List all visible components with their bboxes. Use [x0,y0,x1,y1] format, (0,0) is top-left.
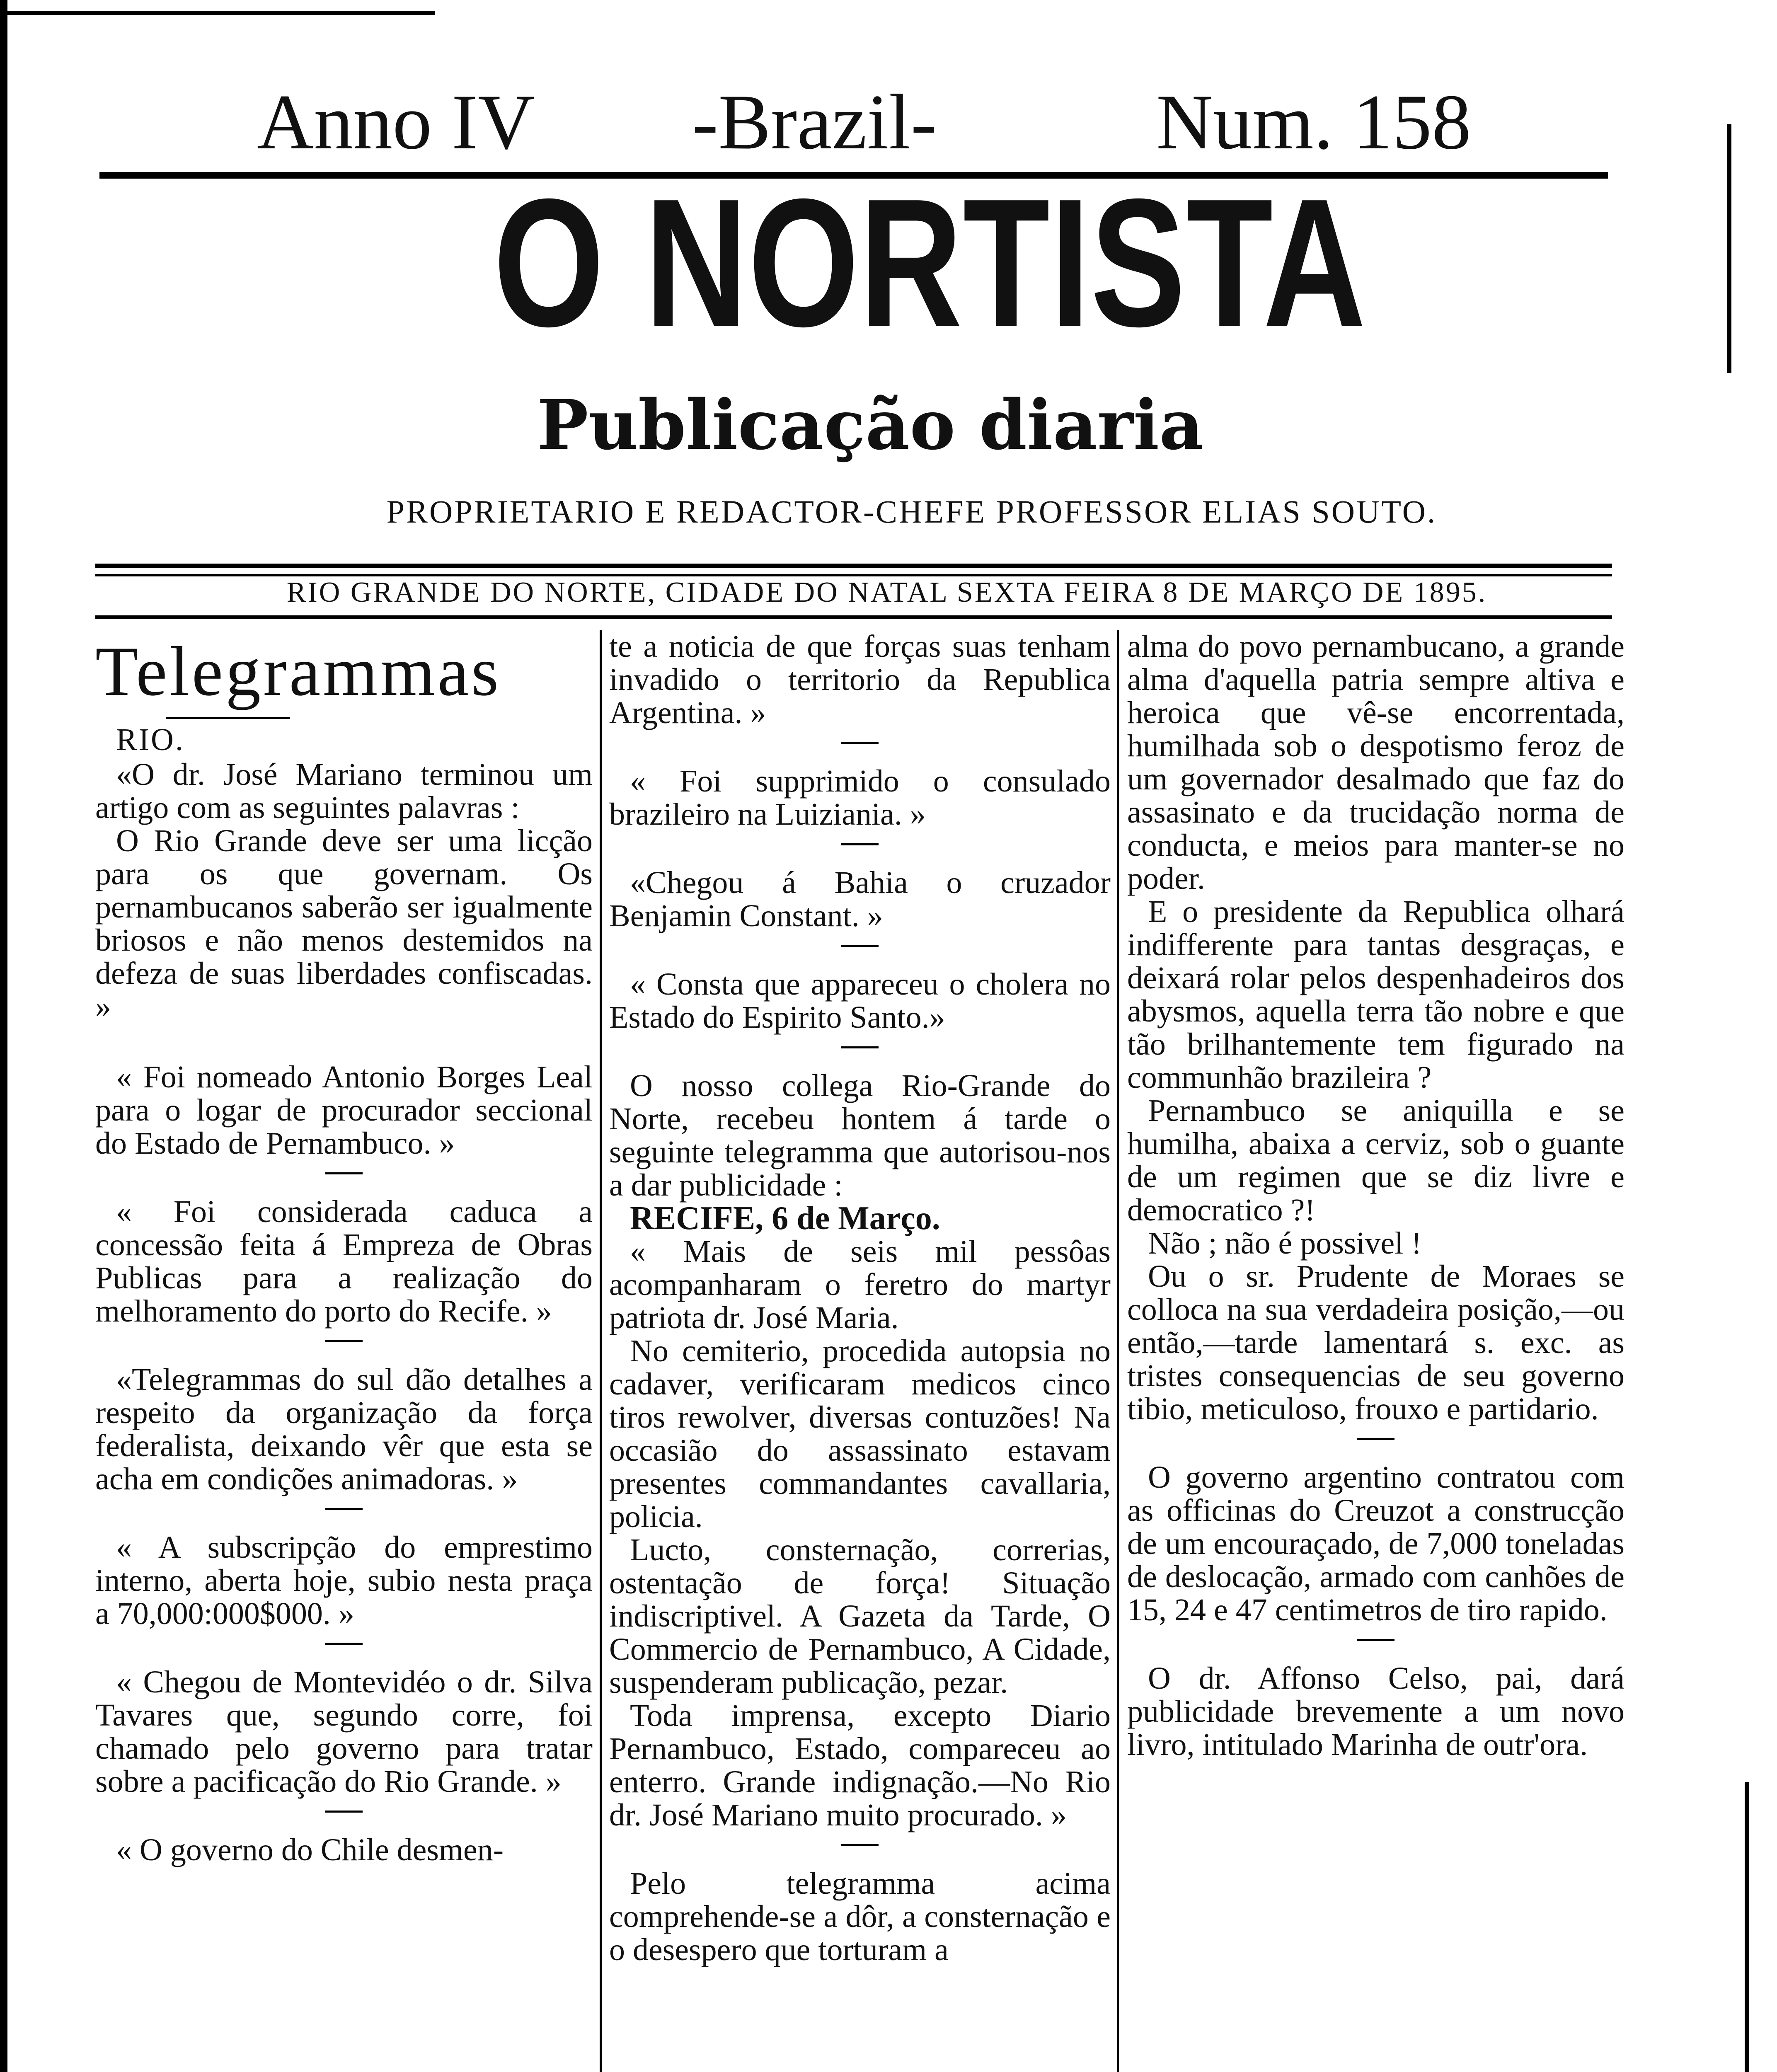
paragraph: Ou o sr. Prudente de Moraes se colloca na sua verdadeira posição,—ou então,—tarde lamentará s. exc. as tristes consequencias de seu governo tibio, meticuloso, frouxo e partidario. [1127,1259,1624,1426]
paragraph: « Mais de seis mil pessôas acompanharam o feretro do martyr patriota dr. José Maria. [609,1234,1111,1335]
paragraph: Toda imprensa, excepto Diario Pernambuco, Estado, compareceu ao enterro. Grande indignação.—No Rio dr. José Mariano muito procurado. » [609,1698,1111,1832]
separator [325,1811,363,1813]
title-rule [166,717,290,719]
dateline-place: RIO. [116,722,185,757]
article-column-1 [95,630,593,2072]
paragraph: « A subscripção do emprestimo interno, aberta hoje, subio nesta praça a 70,000:000$000. » [95,1530,593,1631]
scan-mark-top [0,11,435,15]
paragraph: Pelo telegramma acima comprehende-se a dôr, a consternação e o desespero que torturam a [609,1866,1111,1967]
paragraph: E o presidente da Republica olhará indifferente para tantas desgraças, e deixará rolar pelos despenhadeiros dos abysmos, aquella terra tão nobre e que tão brilhantemente tem figurado na communhão brazileira ? [1127,894,1624,1095]
dateline-rule-bottom [95,615,1612,619]
paragraph: O governo argentino contratou com as officinas do Creuzot a construcção de um encouraçado, de 7,000 toneladas de deslocação, armado com canhões de 15, 24 e 47 centimetros de tiro rapido. [1127,1460,1624,1627]
newspaper-subtitle: Publicação diaria [537,385,1204,465]
telegram-dateline: RECIFE, 6 de Março. [630,1200,940,1237]
paragraph: «Telegrammas do sul dão detalhes a respeito da organização da força federalista, deixando vêr que esta se acha em condições animadoras. » [95,1362,593,1496]
proprietor-line: PROPRIETARIO E REDACTOR-CHEFE PROFESSOR ELIAS SOUTO. [386,494,1437,530]
separator [1357,1639,1394,1641]
paragraph: O nosso collega Rio-Grande do Norte, recebeu hontem á tarde o seguinte telegramma que autorisou-nos a dar publicidade : [609,1068,1111,1203]
paragraph: « O governo do Chile desmen- [116,1832,504,1867]
paragraph: O dr. Affonso Celso, pai, dará publicidade brevemente a um novo livro, intitulado Marinha de outr'ora. [1127,1661,1624,1762]
separator [841,1046,879,1048]
issue-number: Num. 158 [1156,79,1471,166]
issue-country: -Brazil- [692,79,937,166]
paragraph: «Chegou á Bahia o cruzador Benjamin Constant. » [609,865,1111,933]
paragraph: « Foi considerada caduca a concessão feita á Empreza de Obras Publicas para a realização do melhoramento do porto do Recife. » [95,1194,593,1329]
paragraph: « Foi supprimido o consulado brazileiro na Luiziania. » [609,764,1111,832]
paragraph: O Rio Grande deve ser uma licção para os que governam. Os pernambucanos saberão ser igualmente briosos e não menos destemidos na defeza de suas liberdades confiscadas. » [95,823,593,1024]
separator [1357,1438,1394,1440]
paragraph: Lucto, consternação, correrias, ostentação de força! Situação indiscriptivel. A Gazeta da Tarde, O Commercio de Pernambuco, A Cidade, suspenderam publicação, pezar. [609,1532,1111,1700]
article-column-3 [1127,630,1624,2072]
separator [841,742,879,744]
separator [325,1172,363,1174]
issue-year: Anno IV [257,79,535,166]
separator [325,1643,363,1645]
paragraph: « Consta que appareceu o cholera no Estado do Espirito Santo.» [609,967,1111,1035]
separator [325,1508,363,1510]
paragraph: « Foi nomeado Antonio Borges Leal para o logar de procurador seccional do Estado de Pernambuco. » [95,1060,593,1161]
paragraph: « Chegou de Montevidéo o dr. Silva Tavares que, segundo corre, foi chamado pelo governo para tratar sobre a pacificação do Rio Grande. » [95,1665,593,1799]
paragraph: Não ; não é possivel ! [1148,1226,1422,1261]
scan-edge-right [1727,124,1731,373]
column-divider [1117,630,1119,2072]
newspaper-masthead: O NORTISTA [493,161,1367,365]
article-column-2 [609,630,1111,2072]
section-title: Telegrammas [95,632,501,710]
paragraph: alma do povo pernambucano, a grande alma d'aquella patria sempre altiva e heroica que vê-se encorrentada, humilhada sob o despotismo feroz de um governador desalmado que faz do assasinato e da trucidação norma de conducta, e meios para manter-se no poder. [1127,630,1624,896]
paragraph: Pernambuco se aniquilla e se humilha, abaixa a cerviz, sob o guante de um regimen que se diz livre e democratico ?! [1127,1093,1624,1227]
scan-edge-right-lower [1745,1782,1749,2072]
scan-edge-left [0,0,7,2072]
paragraph: No cemiterio, procedida autopsia no cadaver, verificaram medicos cinco tiros rewolver, diversas contuzões! Na occasião do assassinato estavam presentes commandantes cavallaria, policia. [609,1334,1111,1534]
paragraph: te a noticia de que forças suas tenham invadido o territorio da Republica Argentina. » [609,630,1111,730]
separator [841,945,879,947]
dateline: RIO GRANDE DO NORTE, CIDADE DO NATAL SEXTA FEIRA 8 DE MARÇO DE 1895. [286,576,1487,608]
paragraph: «O dr. José Mariano terminou um artigo com as seguintes palavras : [95,757,593,825]
separator [325,1340,363,1342]
separator [841,843,879,845]
issue-header [257,75,1583,170]
column-divider [600,630,602,2072]
separator [841,1844,879,1846]
dateline-rule-top [95,564,1612,568]
